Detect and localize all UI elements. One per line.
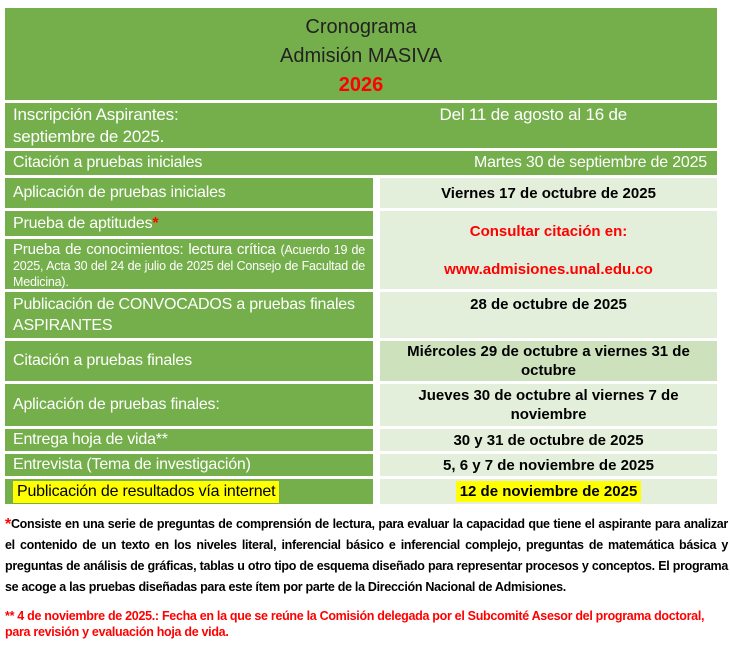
row-inscripcion-aspirantes [5,103,717,148]
consultar-citacion-cell [380,211,717,289]
row-label: Citación a pruebas finales [13,352,192,369]
schedule-table [5,8,717,504]
red-asterisk: * [5,516,11,533]
admissions-url-text[interactable]: www.admisiones.unal.edu.co [444,260,653,278]
row-entrega-hoja-vida-date [380,429,717,451]
header-title: Cronograma [305,16,417,38]
row-entrevista-date [380,454,717,476]
row-label: Aplicación de pruebas iniciales [13,184,226,201]
footnote-prueba-aptitudes [5,514,728,598]
row-label: Entrevista (Tema de investigación) [13,456,251,473]
row-citacion-pruebas-iniciales [5,151,717,175]
row-label: Prueba de conocimientos: lectura crítica (Acuerdo 19 de 2025, Acta 30 del 24 de julio de 2025 del Consejo de Facultad de Medicina). [13,241,365,289]
row-citacion-pruebas-finales-date [380,341,717,381]
row-label: Citación a pruebas iniciales [13,154,203,171]
row-date: Jueves 30 de octubre al viernes 7 de noviembre [418,387,679,423]
row-entrega-hoja-vida-label [5,429,373,451]
row-label: Publicación de CONVOCADOS a pruebas finales ASPIRANTES [13,296,355,334]
row-publicacion-convocados-label [5,292,373,338]
red-asterisk: * [152,214,159,232]
row-date-highlighted: 12 de noviembre de 2025 [456,481,642,502]
row-publicacion-convocados-date [380,292,717,338]
header-subtitle: Admisión MASIVA [280,45,442,67]
consultar-citacion-text: Consultar citación en: [469,222,628,240]
row-aplicacion-pruebas-finales-date [380,384,717,426]
row-label: Aplicación de pruebas finales: [13,396,220,413]
row-aplicacion-pruebas-iniciales-date [380,178,717,208]
row-label: Entrega hoja de vida** [13,431,168,448]
row-label: Prueba de aptitudes* [13,214,159,232]
row-aplicacion-pruebas-iniciales-label [5,178,373,208]
row-citacion-pruebas-finales-label [5,341,373,381]
row-date: 5, 6 y 7 de noviembre de 2025 [443,456,654,474]
footnote-text: Consiste en una serie de preguntas de comprensión de lectura, para evaluar la capacidad que tiene el aspirante para analizar el contenido de un texto en los niveles literal, inferencial básico e inferencial complejo, preguntas de matemática básica y preguntas de análisis de gráficas, tablas u otro tipo de esquema diseñado para representar procesos y conceptos. El programa se acoge a las pruebas diseñadas para este ítem por parte de la Dirección Nacional de Admisiones. [5,517,728,594]
row-date-continuation: septiembre de 2025. [13,127,165,146]
row-publicacion-resultados-label [5,479,373,504]
row-aplicacion-pruebas-finales-label [5,384,373,426]
row-label-note: (Acuerdo 19 de 2025, Acta 30 del 24 de julio de 2025 del Consejo de Facultad de Medicina). [13,243,365,289]
row-date: Viernes 17 de octubre de 2025 [441,184,656,202]
row-date: 28 de octubre de 2025 [470,296,627,313]
row-date: Del 11 de agosto al 16 de [439,105,627,124]
row-prueba-conocimientos-label [5,239,373,289]
row-prueba-aptitudes-label [5,211,373,236]
row-publicacion-resultados-date [380,479,717,504]
footnote-entrega-hoja-vida: ** 4 de noviembre de 2025.: Fecha en la que se reúne la Comisión delegada por el Subcomité Asesor del programa doctoral, para revisión y evaluación hoja de vida. [5,609,705,639]
row-label: Inscripción Aspirantes: [13,105,179,124]
row-date: Miércoles 29 de octubre a viernes 31 de octubre [407,343,690,379]
row-entrevista-label [5,454,373,476]
row-date: 30 y 31 de octubre de 2025 [453,431,644,449]
footnotes [5,514,728,640]
row-date: Martes 30 de septiembre de 2025 [473,154,707,171]
row-label-highlighted: Publicación de resultados vía internet [13,481,279,503]
cronograma-page [0,8,730,649]
header-year: 2026 [338,74,384,96]
table-header [5,8,717,100]
